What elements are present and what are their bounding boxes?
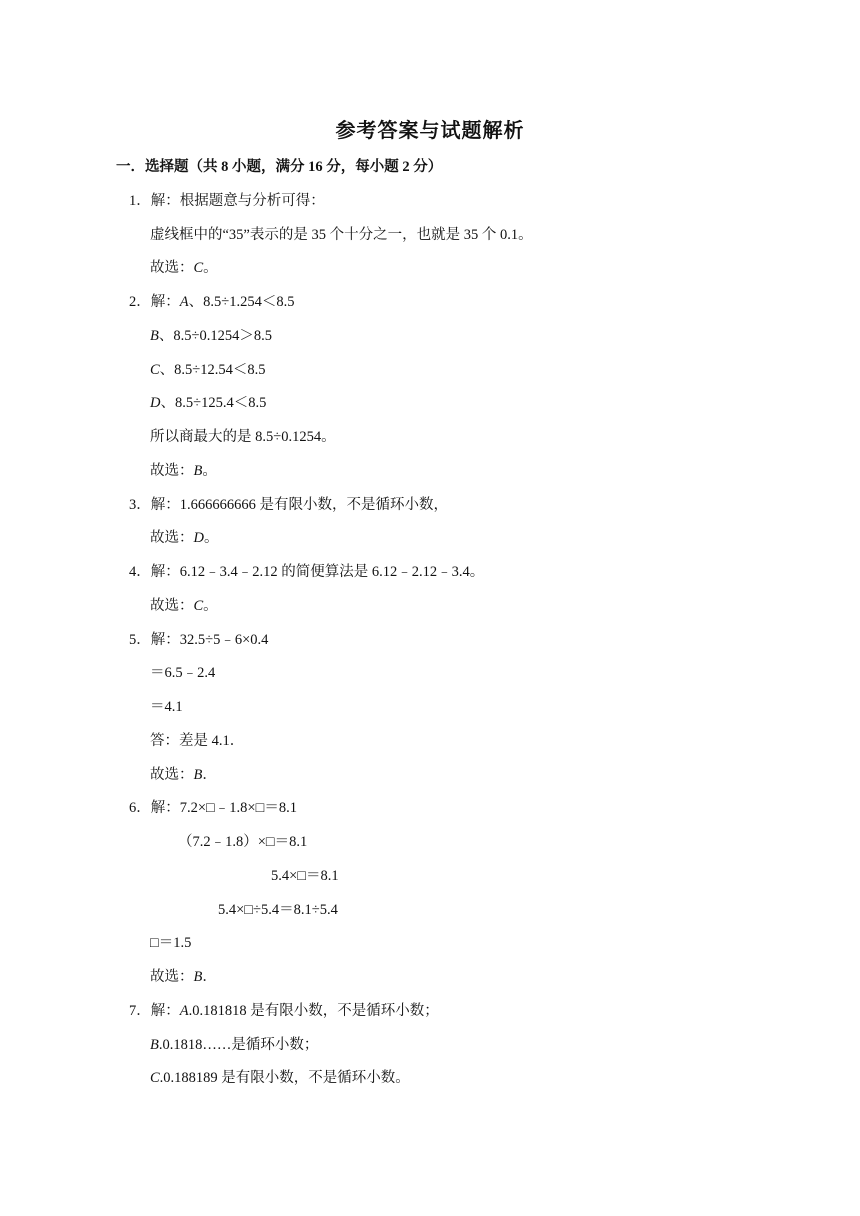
answer-2-line-6: 故选：B。 [150,463,217,479]
answer-1-line-3: 故选：C。 [150,260,218,276]
answer-5-line-1: 5．解：32.5÷5﹣6×0.4 [129,632,269,648]
answer-6-line-1: 6．解：7.2×□﹣1.8×□＝8.1 [129,800,297,816]
answer-6-line-3: 5.4×□＝8.1 [271,868,339,884]
answer-5-line-4: 答：差是 4.1． [150,733,245,749]
answer-3-line-1: 3．解：1.666666666 是有限小数，不是循环小数， [129,497,448,513]
answer-6-line-4: 5.4×□÷5.4＝8.1÷5.4 [218,902,338,918]
answer-2-line-3: C、8.5÷12.54＜8.5 [150,362,266,378]
answer-5-line-3: ＝4.1 [150,699,183,715]
answer-1-line-2: 虚线框中的“35”表示的是 35 个十分之一，也就是 35 个 0.1。 [150,227,533,243]
answer-4-line-1: 4．解：6.12﹣3.4﹣2.12 的简便算法是 6.12﹣2.12﹣3.4。 [129,564,485,580]
answer-5-line-2: ＝6.5﹣2.4 [150,665,216,681]
answer-5-line-5: 故选：B． [150,767,217,783]
answer-6-line-6: 故选：B． [150,969,217,985]
answer-2-line-2: B、8.5÷0.1254＞8.5 [150,328,272,344]
answer-6-line-5: □＝1.5 [150,935,192,951]
answer-3-line-2: 故选：D。 [150,530,219,546]
answer-7-line-1: 7．解：A.0.181818 是有限小数，不是循环小数； [129,1003,439,1019]
answer-2-line-4: D、8.5÷125.4＜8.5 [150,395,267,411]
section-heading: 一．选择题（共 8 小题，满分 16 分，每小题 2 分） [116,159,443,175]
answer-1-line-1: 1．解：根据题意与分析可得： [129,193,325,209]
answer-7-line-2: B.0.1818……是循环小数； [150,1037,319,1053]
answer-7-line-3: C.0.188189 是有限小数，不是循环小数。 [150,1070,410,1086]
page-title: 参考答案与试题解析 [335,120,525,142]
answer-4-line-2: 故选：C。 [150,598,218,614]
answer-6-line-2: （7.2﹣1.8）×□＝8.1 [178,834,308,850]
answer-2-line-5: 所以商最大的是 8.5÷0.1254。 [150,429,336,445]
answer-2-line-1: 2．解：A、8.5÷1.254＜8.5 [129,294,295,310]
